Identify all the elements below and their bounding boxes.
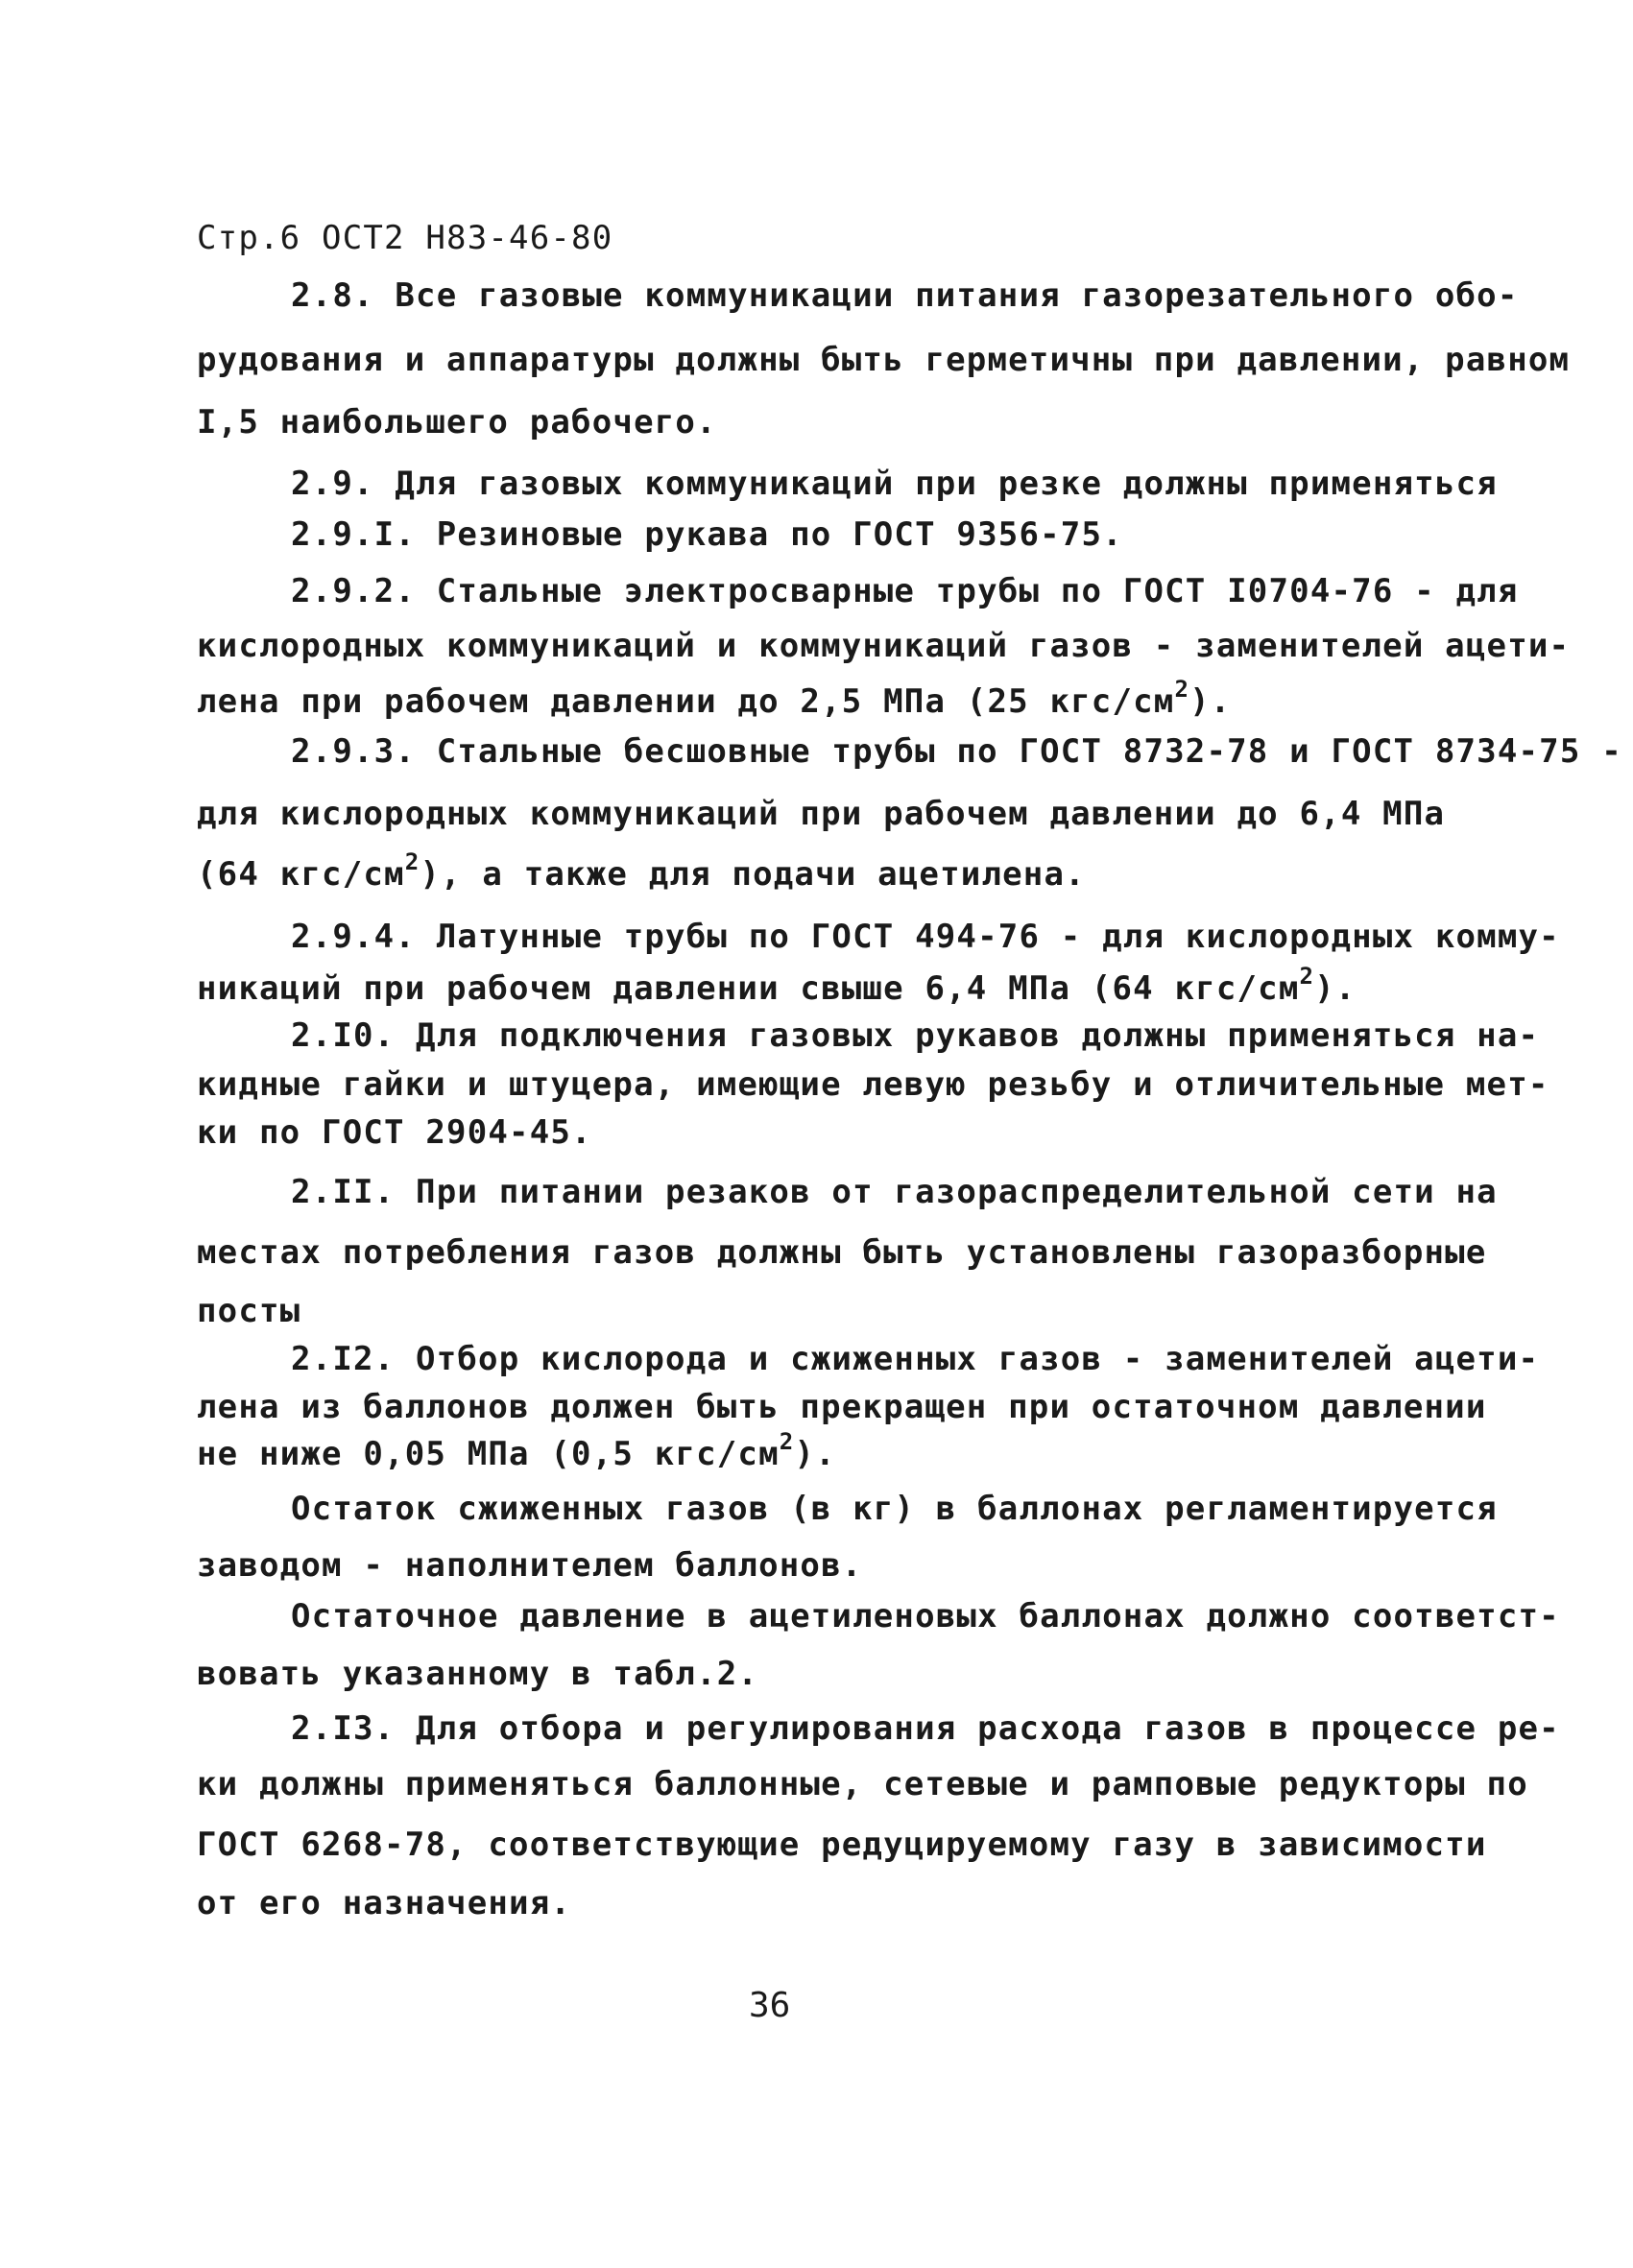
text-fragment: ). [1189, 682, 1232, 721]
text-line: для кислородных коммуникаций при рабочем давлении до 6,4 МПа [197, 795, 1446, 833]
text-line [197, 1427, 836, 1473]
text-line: 2.9.3. Стальные бесшовные трубы по ГОСТ 8732-78 и ГОСТ 8734-75 - [291, 732, 1622, 771]
text-line [197, 675, 1232, 721]
text-line: посты [197, 1292, 301, 1330]
page-number: 36 [749, 1986, 791, 2025]
text-line: лена из баллонов должен быть прекращен при остаточном давлении [197, 1388, 1487, 1426]
superscript: 2 [1174, 675, 1190, 703]
text-line: кислородных коммуникаций и коммуникаций газов - заменителей ацети- [197, 627, 1571, 665]
text-line: от его назначения. [197, 1884, 572, 1922]
text-line [197, 848, 1086, 894]
text-line: 2.I2. Отбор кислорода и сжиженных газов - заменителей ацети- [291, 1340, 1540, 1378]
text-line: ки по ГОСТ 2904-45. [197, 1113, 592, 1152]
text-fragment: ). [1314, 969, 1357, 1008]
text-fragment: (64 кгс/см [197, 855, 405, 894]
superscript: 2 [779, 1427, 795, 1455]
text-line: 2.9.4. Латунные трубы по ГОСТ 494-76 - для кислородных комму- [291, 918, 1560, 956]
text-fragment: ), а также для подачи ацетилена. [420, 855, 1086, 894]
page-header: Стр.6 ОСТ2 Н83-46-80 [197, 219, 613, 257]
text-fragment: лена при рабочем давлении до 2,5 МПа (25 кгс/см [197, 682, 1175, 721]
text-line: I,5 наибольшего рабочего. [197, 403, 717, 442]
superscript: 2 [404, 848, 420, 875]
text-line: кидные гайки и штуцера, имеющие левую резьбу и отличительные мет- [197, 1065, 1549, 1104]
text-line: ГОСТ 6268-78, соответствующие редуцируемому газу в зависимости [197, 1826, 1487, 1864]
text-line: Остаточное давление в ацетиленовых баллонах должно соответст- [291, 1597, 1560, 1635]
text-line: заводом - наполнителем баллонов. [197, 1546, 863, 1585]
text-line: 2.I0. Для подключения газовых рукавов должны применяться на- [291, 1016, 1540, 1055]
text-fragment: ). [794, 1435, 836, 1473]
text-line: 2.8. Все газовые коммуникации питания газорезательного обо- [291, 276, 1519, 315]
text-fragment: не ниже 0,05 МПа (0,5 кгс/см [197, 1435, 780, 1473]
text-line: местах потребления газов должны быть установлены газоразборные [197, 1233, 1487, 1272]
text-line: 2.9. Для газовых коммуникаций при резке должны применяться [291, 465, 1498, 503]
text-line: 2.9.2. Стальные электросварные трубы по ГОСТ I0704-76 - для [291, 572, 1519, 610]
text-line: ки должны применяться баллонные, сетевые и рамповые редукторы по [197, 1765, 1528, 1803]
text-line: 2.II. При питании резаков от газораспределительной сети на [291, 1173, 1498, 1211]
text-line: 2.I3. Для отбора и регулирования расхода газов в процессе ре- [291, 1709, 1560, 1748]
text-line: 2.9.I. Резиновые рукава по ГОСТ 9356-75. [291, 515, 1123, 554]
text-line: вовать указанному в табл.2. [197, 1655, 759, 1693]
text-line: Остаток сжиженных газов (в кг) в баллонах регламентируется [291, 1490, 1498, 1528]
superscript: 2 [1299, 962, 1315, 990]
text-fragment: никаций при рабочем давлении свыше 6,4 МПа (64 кгс/см [197, 969, 1300, 1008]
text-line [197, 962, 1357, 1008]
text-line: рудования и аппаратуры должны быть герметичны при давлении, равном [197, 341, 1571, 379]
